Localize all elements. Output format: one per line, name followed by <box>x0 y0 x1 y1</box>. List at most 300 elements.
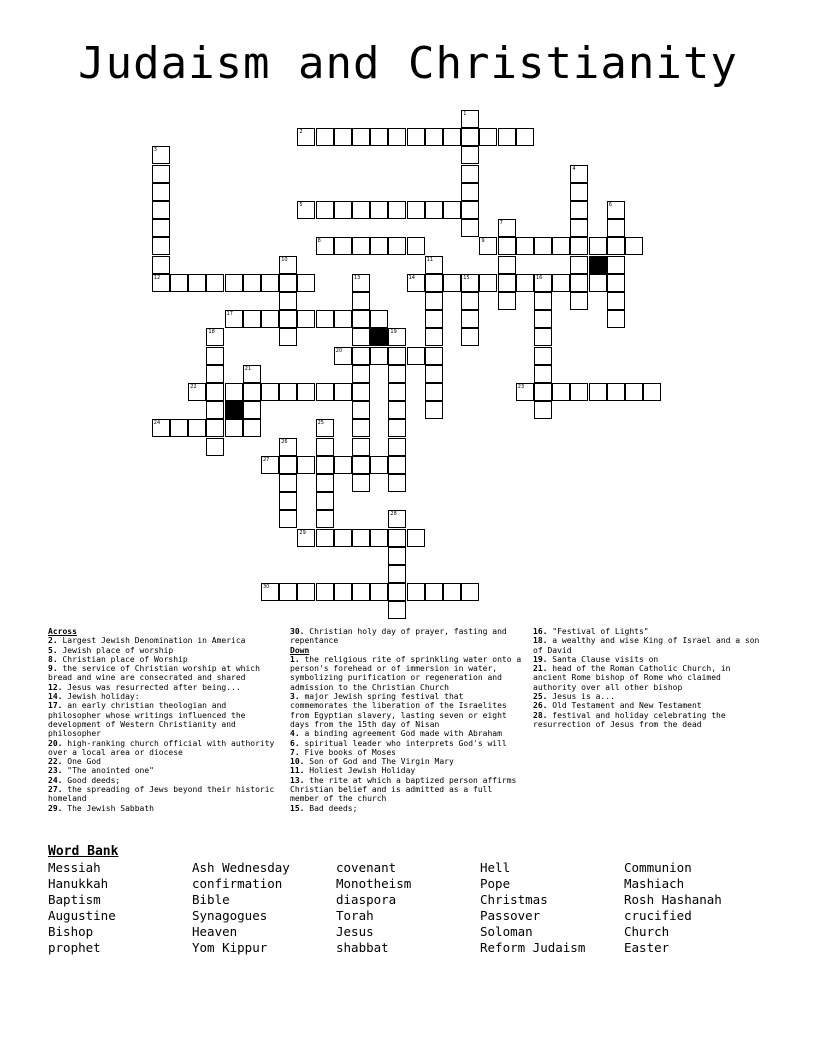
grid-cell[interactable] <box>425 201 443 219</box>
clue-number-label: 9. <box>48 664 58 674</box>
word-bank-item: Bible <box>192 892 230 907</box>
grid-cell[interactable] <box>461 310 479 328</box>
grid-cell[interactable] <box>516 274 534 292</box>
clue-text: the rite at which a baptized person affirms Christian belief and is admitted as a full member of the church <box>290 775 517 804</box>
grid-cell[interactable] <box>152 419 170 437</box>
grid-cell[interactable] <box>370 201 388 219</box>
grid-cell[interactable] <box>352 529 370 547</box>
grid-cell[interactable] <box>570 237 588 255</box>
grid-cell[interactable] <box>279 510 297 528</box>
grid-cell[interactable] <box>334 347 352 365</box>
clue-item <box>290 655 525 692</box>
grid-cell[interactable] <box>352 347 370 365</box>
clue-item <box>48 804 278 813</box>
grid-cell[interactable] <box>170 419 188 437</box>
clue-number-label: 12. <box>48 682 63 692</box>
clue-number: 27 <box>263 456 270 463</box>
grid-cell[interactable] <box>407 529 425 547</box>
clue-text: Good deeds; <box>62 775 121 785</box>
word-bank-item: crucified <box>624 908 692 923</box>
grid-cell[interactable] <box>570 219 588 237</box>
clue-number: 5 <box>299 202 303 208</box>
grid-cell[interactable] <box>334 237 352 255</box>
clue-item <box>48 692 278 701</box>
grid-cell[interactable] <box>498 237 516 255</box>
grid-cell[interactable] <box>297 274 315 292</box>
clue-item <box>48 776 278 785</box>
clue-item <box>48 683 278 692</box>
grid-cell[interactable] <box>461 146 479 164</box>
clues-column-2 <box>290 627 525 813</box>
grid-cell[interactable] <box>443 128 461 146</box>
grid-cell[interactable] <box>279 292 297 310</box>
grid-cell[interactable] <box>188 383 206 401</box>
clue-number-label: 4. <box>290 729 300 739</box>
grid-cell[interactable] <box>206 328 224 346</box>
grid-cell[interactable] <box>225 383 243 401</box>
grid-cell[interactable] <box>316 583 334 601</box>
grid-cell[interactable] <box>352 310 370 328</box>
grid-cell[interactable] <box>425 256 443 274</box>
grid-cell[interactable] <box>370 237 388 255</box>
grid-cell[interactable] <box>316 237 334 255</box>
clue-number-label: 27. <box>48 785 63 795</box>
clue-item <box>533 711 768 730</box>
grid-cell[interactable] <box>388 565 406 583</box>
word-bank-item: covenant <box>336 860 397 875</box>
grid-cell[interactable] <box>425 128 443 146</box>
grid-cell[interactable] <box>388 419 406 437</box>
grid-cell[interactable] <box>352 419 370 437</box>
clue-number: 14 <box>408 274 415 281</box>
grid-cell[interactable] <box>261 583 279 601</box>
grid-cell[interactable] <box>461 583 479 601</box>
grid-cell[interactable] <box>407 274 425 292</box>
clue-item <box>290 748 525 757</box>
word-bank-item: Baptism <box>48 892 101 907</box>
grid-cell[interactable] <box>425 583 443 601</box>
grid-cell[interactable] <box>607 237 625 255</box>
word-bank-item: Torah <box>336 908 374 923</box>
clue-item <box>290 757 525 766</box>
grid-cell[interactable] <box>643 383 661 401</box>
clue-item <box>533 627 768 636</box>
grid-cell[interactable] <box>152 274 170 292</box>
grid-cell[interactable] <box>188 274 206 292</box>
clue-number: 9 <box>481 238 485 245</box>
clue-item <box>290 692 525 729</box>
grid-cell[interactable] <box>443 201 461 219</box>
grid-cell[interactable] <box>206 347 224 365</box>
clue-item <box>290 804 525 813</box>
grid-cell[interactable] <box>570 256 588 274</box>
clue-number: 22 <box>190 384 197 390</box>
clue-text: an early christian theologian and philosopher whose writings influenced the development of Western Christianity and philosopher <box>48 701 246 739</box>
grid-cell[interactable] <box>425 383 443 401</box>
clue-text: the religious rite of sprinkling water onto a person's forehead or of immersion in water, symbolizing purification or regeneration and admission to the Christian Church <box>290 654 522 692</box>
grid-cell[interactable] <box>498 128 516 146</box>
clue-item <box>48 701 278 738</box>
clue-number-label: 16. <box>533 627 548 636</box>
grid-cell[interactable] <box>516 237 534 255</box>
grid-cell[interactable] <box>316 128 334 146</box>
down-header: Down <box>290 645 310 655</box>
grid-cell[interactable] <box>243 310 261 328</box>
clue-item <box>48 739 278 758</box>
grid-cell[interactable] <box>279 474 297 492</box>
grid-cell[interactable] <box>516 128 534 146</box>
grid-cell[interactable] <box>316 201 334 219</box>
grid-cell[interactable] <box>570 201 588 219</box>
grid-cell[interactable] <box>570 292 588 310</box>
grid-cell[interactable] <box>461 219 479 237</box>
clue-item <box>48 766 278 775</box>
clue-number: 19 <box>390 329 397 336</box>
clue-text: Santa Clause visits on <box>547 654 659 664</box>
grid-cell[interactable] <box>534 401 552 419</box>
grid-cell[interactable] <box>534 274 552 292</box>
grid-cell[interactable] <box>334 456 352 474</box>
grid-cell[interactable] <box>334 583 352 601</box>
grid-cell[interactable] <box>388 365 406 383</box>
clue-number: 8 <box>317 238 321 245</box>
grid-cell[interactable] <box>243 383 261 401</box>
grid-cell[interactable] <box>534 292 552 310</box>
clue-text: Largest Jewish Denomination in America <box>57 636 246 646</box>
grid-cell[interactable] <box>570 274 588 292</box>
grid-cell[interactable] <box>407 583 425 601</box>
grid-cell[interactable] <box>152 256 170 274</box>
word-bank-item: Soloman <box>480 924 533 939</box>
clue-number: 28 <box>390 511 397 518</box>
clue-text: Jesus is a... <box>547 692 615 702</box>
grid-cell[interactable] <box>352 128 370 146</box>
word-bank-item: shabbat <box>336 940 389 955</box>
grid-cell[interactable] <box>534 310 552 328</box>
grid-cell[interactable] <box>407 347 425 365</box>
clue-number: 29 <box>299 529 306 536</box>
grid-cell[interactable] <box>589 383 607 401</box>
clue-text: Son of God and The Virgin Mary <box>304 757 454 767</box>
grid-cell[interactable] <box>316 310 334 328</box>
grid-cell[interactable] <box>170 274 188 292</box>
grid-cell[interactable] <box>297 529 315 547</box>
grid-cell[interactable] <box>461 110 479 128</box>
clue-item <box>48 655 278 664</box>
word-bank-item: prophet <box>48 940 101 955</box>
clue-item <box>48 646 278 655</box>
page-title: Judaism and Christianity <box>78 38 738 89</box>
clue-number-label: 22. <box>48 757 63 767</box>
grid-cell[interactable] <box>388 601 406 619</box>
grid-cell[interactable] <box>370 583 388 601</box>
clue-number: 16 <box>536 274 543 281</box>
grid-cell[interactable] <box>589 237 607 255</box>
black-cell <box>589 256 607 274</box>
grid-cell[interactable] <box>589 274 607 292</box>
grid-cell[interactable] <box>461 183 479 201</box>
grid-cell[interactable] <box>279 583 297 601</box>
grid-cell[interactable] <box>407 128 425 146</box>
clue-text: the spreading of Jews beyond their historic homeland <box>48 785 275 804</box>
grid-cell[interactable] <box>425 292 443 310</box>
grid-cell[interactable] <box>152 146 170 164</box>
grid-cell[interactable] <box>206 438 224 456</box>
grid-cell[interactable] <box>370 347 388 365</box>
clue-text: Jewish place of worship <box>57 645 174 655</box>
grid-cell[interactable] <box>407 237 425 255</box>
grid-cell[interactable] <box>352 237 370 255</box>
clue-number-label: 2. <box>48 636 58 646</box>
grid-cell[interactable] <box>388 201 406 219</box>
grid-cell[interactable] <box>607 292 625 310</box>
clue-number: 25 <box>317 420 324 427</box>
grid-cell[interactable] <box>370 529 388 547</box>
grid-cell[interactable] <box>316 383 334 401</box>
clue-number-label: 11. <box>290 766 305 776</box>
grid-cell[interactable] <box>388 438 406 456</box>
grid-cell[interactable] <box>297 583 315 601</box>
clue-number-label: 20. <box>48 738 63 748</box>
grid-cell[interactable] <box>607 383 625 401</box>
clue-item <box>533 664 768 692</box>
grid-cell[interactable] <box>479 237 497 255</box>
grid-cell[interactable] <box>206 365 224 383</box>
grid-cell[interactable] <box>443 274 461 292</box>
grid-cell[interactable] <box>316 456 334 474</box>
grid-cell[interactable] <box>261 274 279 292</box>
grid-cell[interactable] <box>297 310 315 328</box>
grid-cell[interactable] <box>388 510 406 528</box>
grid-cell[interactable] <box>570 383 588 401</box>
grid-cell[interactable] <box>316 438 334 456</box>
grid-cell[interactable] <box>607 219 625 237</box>
grid-cell[interactable] <box>461 328 479 346</box>
clue-number: 11 <box>426 256 434 263</box>
clue-item <box>290 729 525 738</box>
grid-cell[interactable] <box>461 128 479 146</box>
grid-cell[interactable] <box>479 128 497 146</box>
grid-cell[interactable] <box>206 383 224 401</box>
word-bank-item: diaspora <box>336 892 397 907</box>
grid-cell[interactable] <box>316 510 334 528</box>
grid-cell[interactable] <box>206 274 224 292</box>
grid-cell[interactable] <box>334 529 352 547</box>
grid-cell[interactable] <box>388 328 406 346</box>
grid-cell[interactable] <box>534 328 552 346</box>
grid-cell[interactable] <box>498 292 516 310</box>
grid-cell[interactable] <box>498 274 516 292</box>
grid-cell[interactable] <box>607 274 625 292</box>
grid-cell[interactable] <box>388 474 406 492</box>
clue-number-label: 14. <box>48 692 63 702</box>
word-bank-item: confirmation <box>192 876 283 891</box>
grid-cell[interactable] <box>279 492 297 510</box>
grid-cell[interactable] <box>206 419 224 437</box>
grid-cell[interactable] <box>334 383 352 401</box>
grid-cell[interactable] <box>370 128 388 146</box>
grid-cell[interactable] <box>425 310 443 328</box>
clue-text: Five books of Moses <box>299 747 396 757</box>
grid-cell[interactable] <box>279 383 297 401</box>
grid-cell[interactable] <box>388 547 406 565</box>
grid-cell[interactable] <box>352 274 370 292</box>
grid-cell[interactable] <box>279 310 297 328</box>
grid-cell[interactable] <box>461 165 479 183</box>
grid-cell[interactable] <box>243 401 261 419</box>
grid-cell[interactable] <box>352 201 370 219</box>
grid-cell[interactable] <box>570 165 588 183</box>
clue-item <box>290 739 525 748</box>
clue-number: 10 <box>281 256 288 263</box>
grid-cell[interactable] <box>152 183 170 201</box>
word-bank-item: Communion <box>624 860 692 875</box>
grid-cell[interactable] <box>279 328 297 346</box>
grid-cell[interactable] <box>279 256 297 274</box>
clue-text: Jewish holiday: <box>62 692 140 702</box>
grid-cell[interactable] <box>552 237 570 255</box>
grid-cell[interactable] <box>352 365 370 383</box>
grid-cell[interactable] <box>152 201 170 219</box>
grid-cell[interactable] <box>352 401 370 419</box>
clue-number: 24 <box>153 420 161 427</box>
grid-cell[interactable] <box>607 310 625 328</box>
grid-cell[interactable] <box>279 274 297 292</box>
grid-cell[interactable] <box>352 292 370 310</box>
grid-cell[interactable] <box>498 256 516 274</box>
grid-cell[interactable] <box>334 128 352 146</box>
word-bank-title: Word Bank <box>48 844 119 859</box>
grid-cell[interactable] <box>534 383 552 401</box>
grid-cell[interactable] <box>388 401 406 419</box>
grid-cell[interactable] <box>352 583 370 601</box>
clues-column-1 <box>48 627 278 813</box>
clue-number: 12 <box>153 274 161 281</box>
clue-item <box>290 766 525 775</box>
grid-cell[interactable] <box>152 219 170 237</box>
grid-cell[interactable] <box>479 274 497 292</box>
grid-cell[interactable] <box>443 583 461 601</box>
grid-cell[interactable] <box>279 456 297 474</box>
grid-cell[interactable] <box>206 401 224 419</box>
grid-cell[interactable] <box>425 347 443 365</box>
grid-cell[interactable] <box>388 529 406 547</box>
clue-item <box>533 701 768 710</box>
grid-cell[interactable] <box>261 310 279 328</box>
clue-item <box>48 636 278 645</box>
grid-cell[interactable] <box>316 492 334 510</box>
clue-number-label: 1. <box>290 654 300 664</box>
grid-cell[interactable] <box>334 201 352 219</box>
grid-cell[interactable] <box>625 237 643 255</box>
clue-text: Christian holy day of prayer, fasting and repentance <box>290 627 507 646</box>
grid-cell[interactable] <box>625 383 643 401</box>
grid-cell[interactable] <box>425 401 443 419</box>
clue-item <box>533 692 768 701</box>
grid-cell[interactable] <box>243 419 261 437</box>
clue-number: 6 <box>608 202 612 208</box>
grid-cell[interactable] <box>388 128 406 146</box>
grid-cell[interactable] <box>461 292 479 310</box>
grid-cell[interactable] <box>552 274 570 292</box>
grid-cell[interactable] <box>297 383 315 401</box>
grid-cell[interactable] <box>352 383 370 401</box>
word-bank-item: Monotheism <box>336 876 412 891</box>
grid-cell[interactable] <box>243 274 261 292</box>
clue-number: 30 <box>263 584 270 591</box>
grid-cell[interactable] <box>461 201 479 219</box>
clue-number: 26 <box>281 438 288 445</box>
grid-cell[interactable] <box>334 310 352 328</box>
grid-cell[interactable] <box>570 183 588 201</box>
clue-item <box>48 664 278 683</box>
grid-cell[interactable] <box>534 365 552 383</box>
grid-cell[interactable] <box>352 438 370 456</box>
grid-cell[interactable] <box>552 383 570 401</box>
grid-cell[interactable] <box>316 529 334 547</box>
grid-cell[interactable] <box>297 456 315 474</box>
grid-cell[interactable] <box>388 347 406 365</box>
grid-cell[interactable] <box>188 419 206 437</box>
grid-cell[interactable] <box>152 165 170 183</box>
clue-number: 21 <box>244 365 252 372</box>
grid-cell[interactable] <box>352 328 370 346</box>
clue-text: major Jewish spring festival that commemorates the liberation of the Israelites from Egyptian slavery, lasting seven or eight days from the 15th day of Nisan <box>290 692 507 729</box>
grid-cell[interactable] <box>225 419 243 437</box>
grid-cell[interactable] <box>407 201 425 219</box>
grid-cell[interactable] <box>297 128 315 146</box>
grid-cell[interactable] <box>516 383 534 401</box>
grid-cell[interactable] <box>261 383 279 401</box>
word-bank-item: Augustine <box>48 908 116 923</box>
grid-cell[interactable] <box>425 274 443 292</box>
grid-cell[interactable] <box>261 456 279 474</box>
grid-cell[interactable] <box>607 201 625 219</box>
grid-cell[interactable] <box>243 365 261 383</box>
grid-cell[interactable] <box>534 347 552 365</box>
grid-cell[interactable] <box>352 474 370 492</box>
grid-cell[interactable] <box>370 310 388 328</box>
grid-cell[interactable] <box>388 456 406 474</box>
grid-cell[interactable] <box>425 328 443 346</box>
grid-cell[interactable] <box>316 474 334 492</box>
clue-number: 13 <box>354 274 361 281</box>
grid-cell[interactable] <box>425 365 443 383</box>
grid-cell[interactable] <box>225 310 243 328</box>
grid-cell[interactable] <box>461 274 479 292</box>
word-bank-item: Heaven <box>192 924 238 939</box>
clue-number-label: 3. <box>290 692 300 702</box>
grid-cell[interactable] <box>279 438 297 456</box>
grid-cell[interactable] <box>388 383 406 401</box>
grid-cell[interactable] <box>607 256 625 274</box>
clue-number-label: 5. <box>48 645 58 655</box>
grid-cell[interactable] <box>388 583 406 601</box>
grid-cell[interactable] <box>352 456 370 474</box>
word-bank-item: Yom Kippur <box>192 940 268 955</box>
grid-cell[interactable] <box>297 201 315 219</box>
grid-cell[interactable] <box>534 237 552 255</box>
grid-cell[interactable] <box>388 237 406 255</box>
grid-cell[interactable] <box>370 456 388 474</box>
grid-cell[interactable] <box>498 219 516 237</box>
clue-text: Jesus was resurrected after being... <box>62 682 241 692</box>
grid-cell[interactable] <box>225 274 243 292</box>
grid-cell[interactable] <box>316 419 334 437</box>
grid-cell[interactable] <box>152 237 170 255</box>
clue-text: "The anointed one" <box>62 766 154 776</box>
word-bank-item: Easter <box>624 940 670 955</box>
